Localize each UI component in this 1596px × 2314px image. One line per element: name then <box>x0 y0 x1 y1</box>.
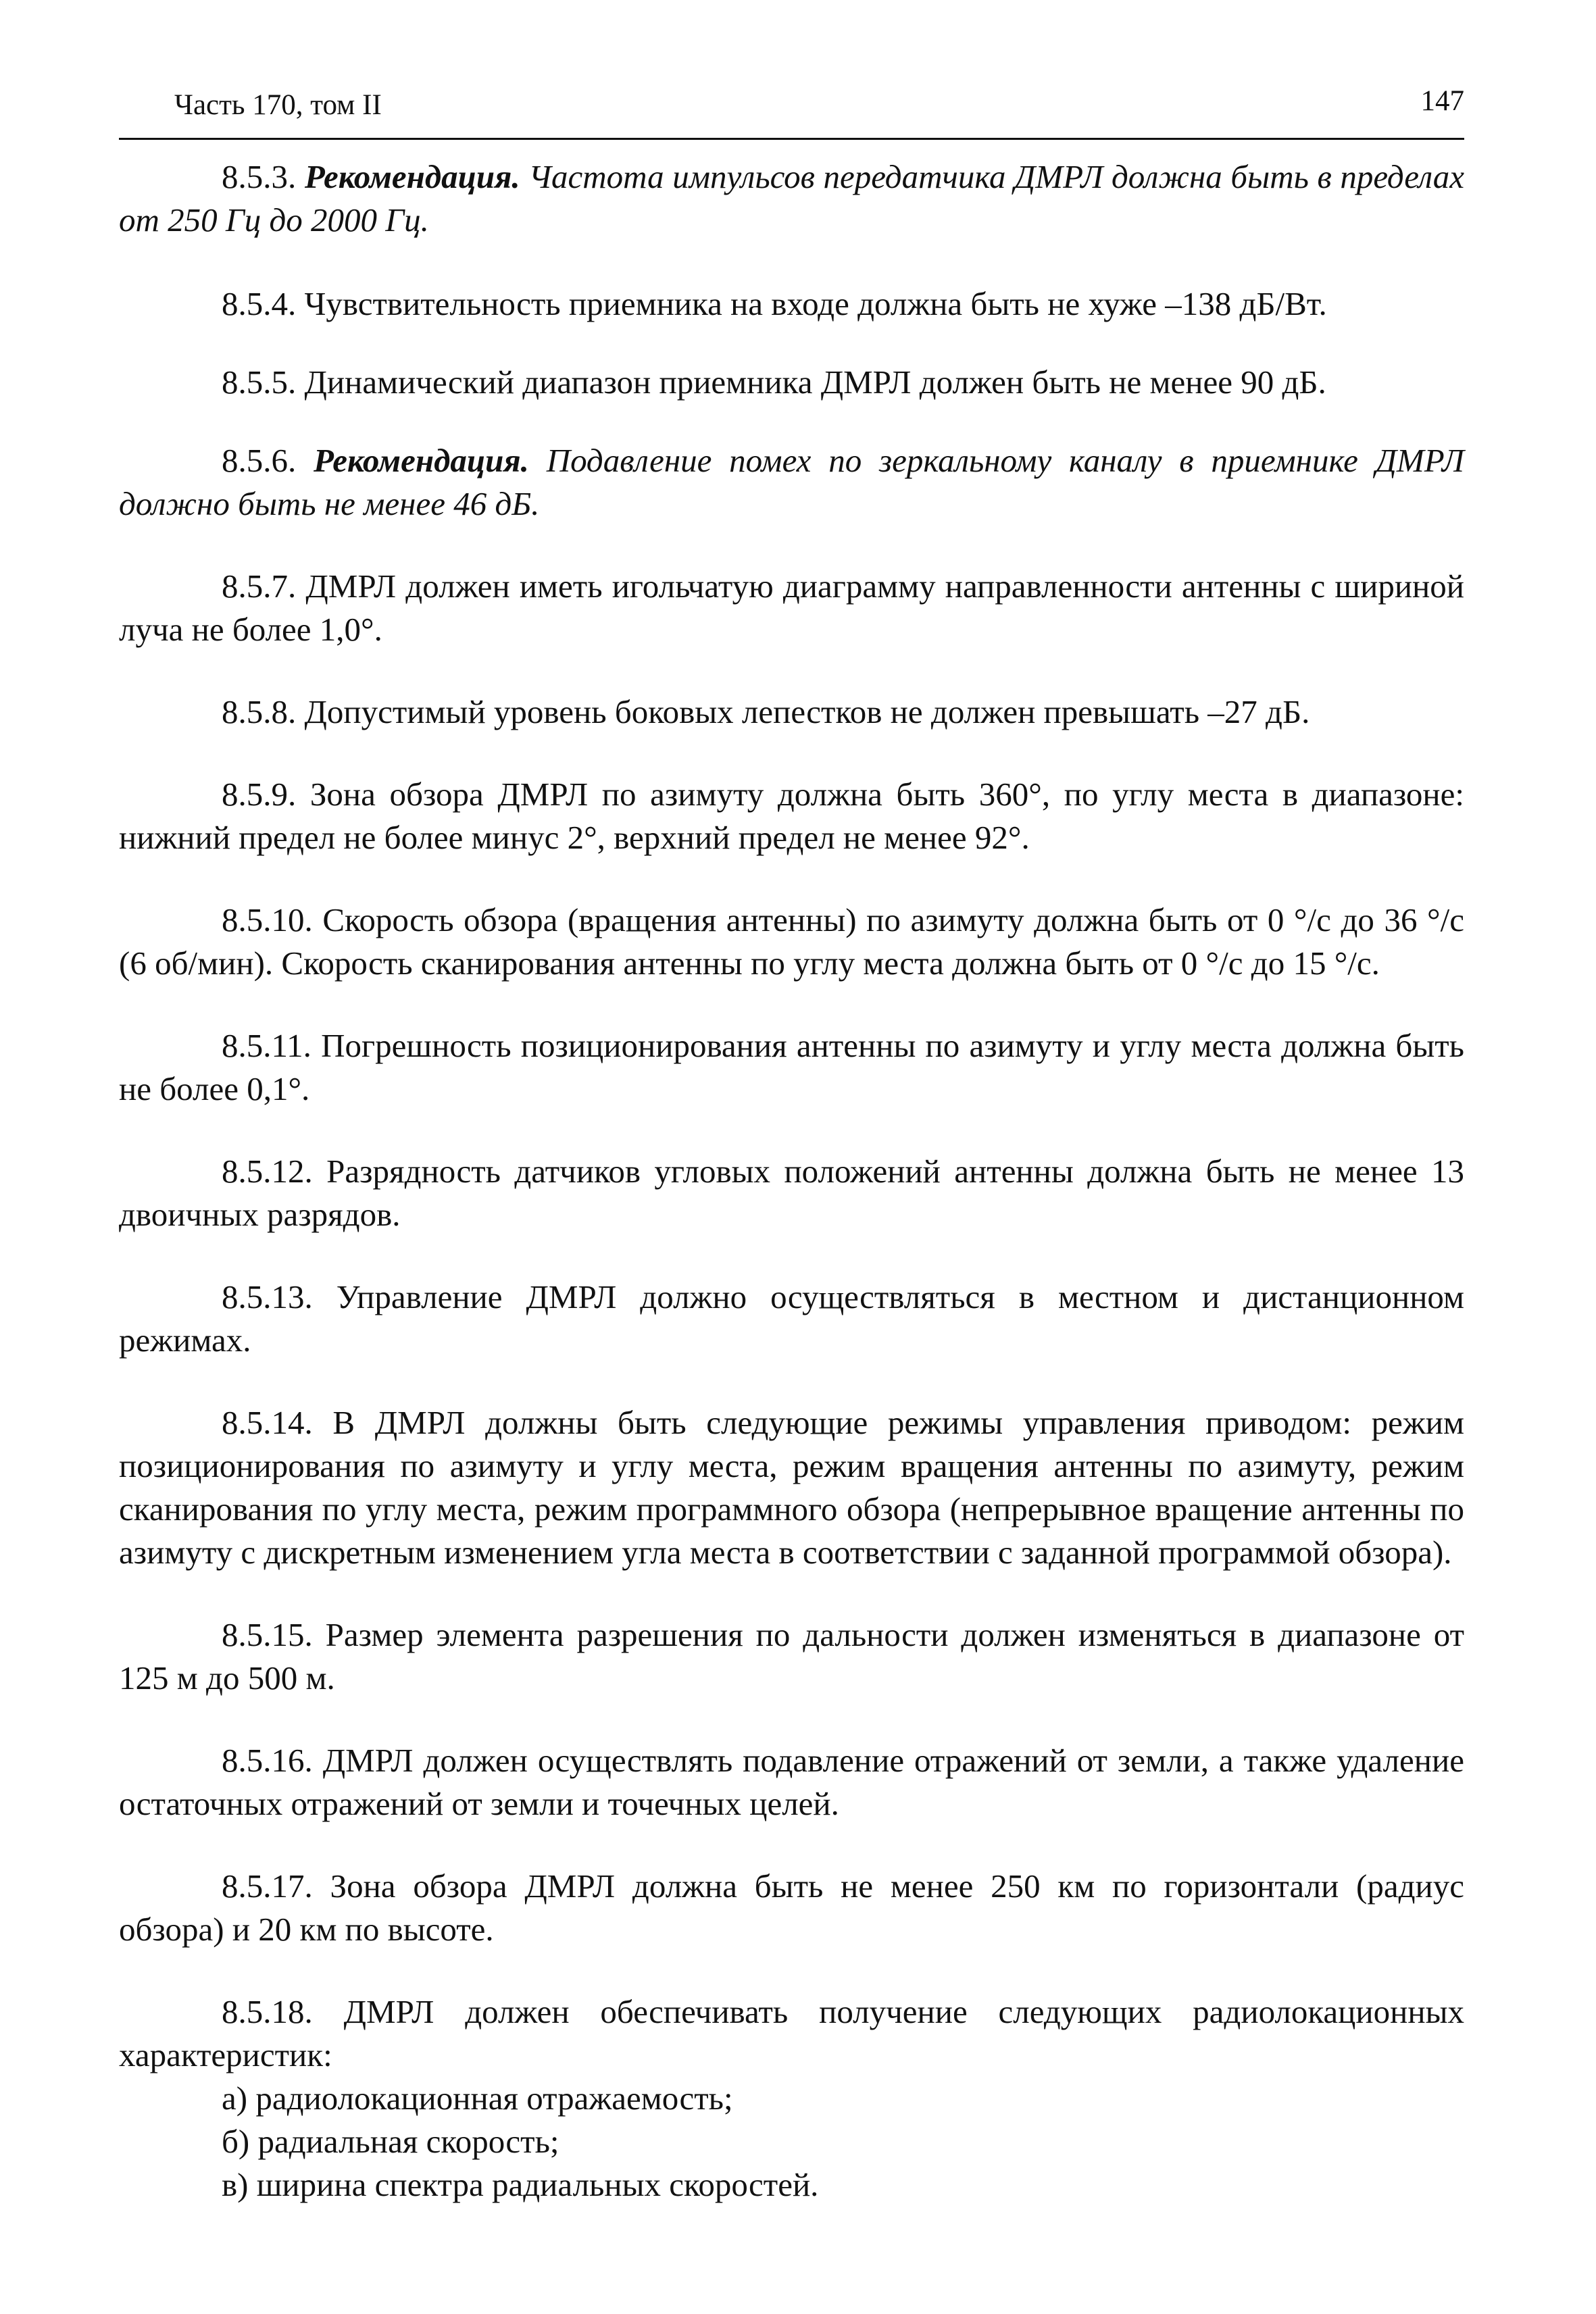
clause-number: 8.5.6. <box>222 442 297 479</box>
paragraph-text: ДМРЛ должен иметь игольчатую диаграмму направленности антенны с шириной луча не более 1,0°. <box>119 568 1465 648</box>
clause-number: 8.5.8. <box>222 693 297 730</box>
paragraph-8-5-6 <box>119 439 1464 526</box>
clause-number: 8.5.4. <box>222 285 297 322</box>
paragraph-8-5-17 <box>119 1865 1464 1951</box>
paragraph-8-5-7 <box>119 565 1464 651</box>
clause-number: 8.5.7. <box>222 568 297 605</box>
clause-number: 8.5.17. <box>222 1867 313 1905</box>
paragraph-8-5-5 <box>119 361 1464 404</box>
paragraph-8-5-14 <box>119 1401 1464 1574</box>
paragraph-8-5-18 <box>119 1990 1464 2077</box>
paragraph-text: Чувствительность приемника на входе должна быть не хуже –138 дБ/Вт. <box>304 285 1327 322</box>
clause-number: 8.5.13. <box>222 1278 313 1315</box>
page-header <box>119 81 1464 140</box>
paragraph-text: Допустимый уровень боковых лепестков не должен превышать –27 дБ. <box>304 693 1310 730</box>
paragraph-8-5-16 <box>119 1739 1464 1826</box>
paragraph-text: Управление ДМРЛ должно осуществляться в местном и дистанционном режимах. <box>119 1278 1464 1359</box>
list-item: б) радиальная скорость; <box>222 2123 559 2160</box>
paragraph-8-5-10 <box>119 899 1464 985</box>
paragraph-text: Погрешность позиционирования антенны по азимуту и углу места должна быть не более 0,1°. <box>119 1027 1464 1107</box>
page-number: 147 <box>1420 85 1464 117</box>
clause-number: 8.5.18. <box>222 1993 313 2030</box>
clause-number: 8.5.12. <box>222 1153 313 1190</box>
paragraph-text: Подавление помех по зеркальному каналу в приемнике ДМРЛ должно быть не менее 46 дБ. <box>119 442 1464 522</box>
paragraph-text: ДМРЛ должен осуществлять подавление отражений от земли, а также удаление остаточных отражений от земли и точечных целей. <box>119 1742 1464 1822</box>
clause-number: 8.5.16. <box>222 1742 313 1779</box>
characteristics-list <box>119 2077 1464 2207</box>
paragraph-text: Скорость обзора (вращения антенны) по азимуту должна быть от 0 °/c до 36 °/c (6 об/мин). Скорость сканирования антенны по углу места должна быть от 0 °/c до 15 °/c. <box>119 901 1465 982</box>
paragraph-text: Размер элемента разрешения по дальности должен изменяться в диапазоне от 125 м до 500 м. <box>119 1616 1465 1696</box>
clause-number: 8.5.3. <box>222 158 297 195</box>
clause-number: 8.5.10. <box>222 901 313 938</box>
recommendation-label: Рекомендация. <box>314 442 529 479</box>
paragraph-8-5-3 <box>119 155 1464 242</box>
paragraph-8-5-11 <box>119 1024 1464 1111</box>
clause-number: 8.5.9. <box>222 776 297 813</box>
paragraph-text: Динамический диапазон приемника ДМРЛ должен быть не менее 90 дБ. <box>304 363 1326 401</box>
clause-number: 8.5.15. <box>222 1616 313 1653</box>
clause-number: 8.5.14. <box>222 1404 313 1441</box>
paragraph-8-5-4 <box>119 282 1464 326</box>
paragraph-8-5-13 <box>119 1276 1464 1362</box>
paragraph-8-5-15 <box>119 1613 1464 1700</box>
page-body <box>119 155 1464 2207</box>
paragraph-8-5-9 <box>119 773 1464 859</box>
clause-number: 8.5.11. <box>222 1027 311 1064</box>
paragraph-text: Зона обзора ДМРЛ по азимуту должна быть 360°, по углу места в диапазоне: нижний предел не более минус 2°, верхний предел не менее 92°. <box>119 776 1464 856</box>
paragraph-text: Частота импульсов передатчика ДМРЛ должна быть в пределах от 250 Гц до 2000 Гц. <box>119 158 1464 238</box>
paragraph-8-5-8 <box>119 690 1464 734</box>
paragraph-text: Зона обзора ДМРЛ должна быть не менее 250 км по горизонтали (радиус обзора) и 20 км по высоте. <box>119 1867 1464 1948</box>
paragraph-8-5-12 <box>119 1150 1464 1236</box>
list-item: в) ширина спектра радиальных скоростей. <box>222 2166 819 2203</box>
running-title: Часть 170, том II <box>174 89 382 121</box>
list-item: а) радиолокационная отражаемость; <box>222 2080 733 2117</box>
paragraph-text: ДМРЛ должен обеспечивать получение следующих радиолокационных характеристик: <box>119 1993 1464 2073</box>
paragraph-text: Разрядность датчиков угловых положений антенны должна быть не менее 13 двоичных разрядов. <box>119 1153 1464 1233</box>
recommendation-label: Рекомендация. <box>304 158 520 195</box>
paragraph-text: В ДМРЛ должны быть следующие режимы управления приводом: режим позиционирования по азимуту и углу места, режим вращения антенны по азимуту, режим сканирования по углу места, режим программного обзора (непрерывное вращение антенны по азимуту с дискретным изменением угла места в соответствии с заданной программой обзора). <box>119 1404 1465 1571</box>
clause-number: 8.5.5. <box>222 363 297 401</box>
